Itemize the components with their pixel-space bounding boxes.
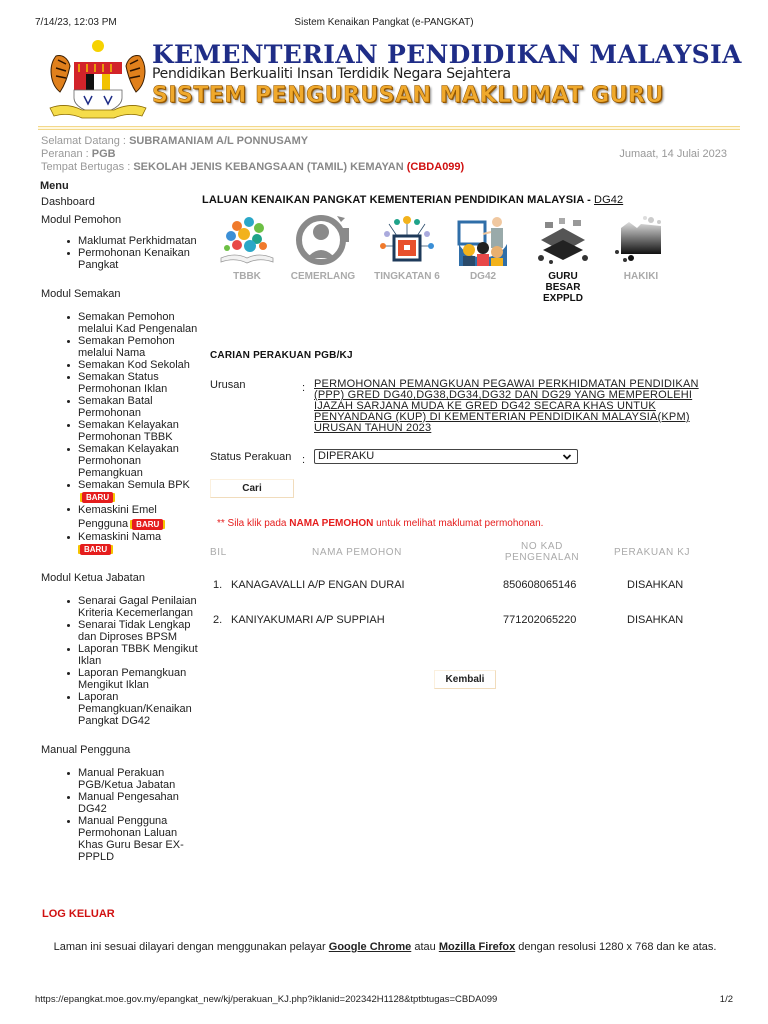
print-page-number: 1/2 <box>719 994 733 1005</box>
sidebar-item-manual-laluan-khas[interactable]: Manual Pengguna Permohonan Laluan Khas Guru Besar EX-PPPLD <box>78 815 200 863</box>
workplace-line <box>41 161 727 174</box>
sidebar-item-permohonan-kenaikan-pangkat[interactable]: Permohonan Kenaikan Pangkat <box>78 247 200 271</box>
item-label: Kemaskini Emel Pengguna <box>78 504 157 530</box>
status-label: Status Perakuan <box>210 451 292 463</box>
page-heading <box>202 194 722 206</box>
note-suffix: untuk melihat maklumat permohonan. <box>373 518 544 529</box>
sidebar-item-semakan-status-iklan[interactable]: Semakan Status Permohonan Iklan <box>78 371 200 395</box>
path-label: DG42 <box>469 271 497 282</box>
row-ic: 771202065220 <box>503 614 577 626</box>
print-datetime: 7/14/23, 12:03 PM <box>35 17 117 28</box>
print-header <box>35 17 733 31</box>
section-modul-ketua-jabatan: Modul Ketua Jabatan <box>41 572 145 584</box>
sidebar-item-semakan-semula-bpk[interactable] <box>78 479 200 503</box>
workplace-code: (CBDA099) <box>406 161 465 173</box>
headmaster-icon <box>533 214 593 266</box>
row-ic: 850608065146 <box>503 579 577 591</box>
sidebar-menu <box>40 180 200 879</box>
header-divider <box>38 126 740 130</box>
note-bold: NAMA PEMOHON <box>289 518 374 529</box>
modul-pemohon-list <box>40 235 200 271</box>
path-dg42[interactable] <box>448 214 518 282</box>
sidebar-item-laporan-tbbk[interactable]: Laporan TBBK Mengikut Iklan <box>78 643 200 667</box>
item-label: Semakan Semula BPK <box>78 479 190 491</box>
row-perakuan: DISAHKAN <box>627 579 684 591</box>
sidebar-item-semakan-nama[interactable]: Semakan Pemohon melalui Nama <box>78 335 200 359</box>
main-content <box>202 194 722 206</box>
path-cemerlang[interactable] <box>288 214 358 282</box>
user-name: SUBRAMANIAM A/L PONNUSAMY <box>129 135 309 147</box>
system-name: SISTEM PENGURUSAN MAKLUMAT GURU <box>152 83 664 108</box>
dg42-link[interactable]: DG42 <box>594 194 624 206</box>
col-bil: BIL <box>210 547 227 558</box>
sidebar-item-manual-perakuan[interactable]: Manual Perakuan PGB/Ketua Jabatan <box>78 767 200 791</box>
substantive-icon <box>611 214 671 266</box>
sidebar-item-semakan-kad-pengenalan[interactable]: Semakan Pemohon melalui Kad Pengenalan <box>78 311 200 335</box>
col-perakuan-kj: PERAKUAN KJ <box>614 547 691 558</box>
workplace-name: SEKOLAH JENIS KEBANGSAAN (TAMIL) KEMAYAN <box>133 161 404 173</box>
section-modul-semakan: Modul Semakan <box>41 288 121 300</box>
path-label: HAKIKI <box>623 271 659 282</box>
sidebar-item-senarai-gagal[interactable]: Senarai Gagal Penilaian Kriteria Kecemerlangan <box>78 595 200 619</box>
modul-ketua-jabatan-list <box>40 595 200 727</box>
user-role: PGB <box>91 148 116 160</box>
ministry-name: KEMENTERIAN PENDIDIKAN MALAYSIA <box>152 40 742 69</box>
sidebar-item-laporan-pemangkuan[interactable]: Laporan Pemangkuan Mengikut Iklan <box>78 667 200 691</box>
urusan-link[interactable]: PERMOHONAN PEMANGKUAN PEGAWAI PERKHIDMATAN PENDIDIKAN (PPP) GRED DG40,DG38,DG34,DG32 DAN DG29 YANG MEMPEROLEHI IJAZAH SARJANA MUDA KE GRED DG42 SECARA KHAS UNTUK PENYANDANG (KUP) DI KEMENTERIAN PENDIDIKAN MALAYSIA(KPM) URUSAN TAHUN 2023 <box>314 378 699 434</box>
back-button[interactable]: Kembali <box>434 670 496 689</box>
path-tbbk[interactable] <box>212 214 282 282</box>
sidebar-item-semakan-kod-sekolah[interactable]: Semakan Kod Sekolah <box>78 359 200 371</box>
modul-semakan-list <box>40 311 200 555</box>
site-banner <box>40 36 740 126</box>
welcome-line <box>41 135 727 148</box>
urusan-label: Urusan <box>210 379 246 391</box>
sidebar-item-semakan-batal[interactable]: Semakan Batal Permohonan <box>78 395 200 419</box>
footer-text: atau <box>411 941 439 953</box>
path-label: GURU BESAR EXPPLD <box>542 271 583 304</box>
search-form <box>210 350 730 494</box>
item-label: Kemaskini Nama <box>78 531 162 543</box>
ministry-tagline: Pendidikan Berkualiti Insan Terdidik Negara Sejahtera <box>152 66 511 82</box>
sidebar-item-manual-pengesahan[interactable]: Manual Pengesahan DG42 <box>78 791 200 815</box>
path-label: TINGKATAN 6 <box>374 271 440 282</box>
path-label: CEMERLANG <box>290 271 356 282</box>
row-bil: 2. <box>213 614 223 626</box>
sidebar-item-kemaskini-nama[interactable] <box>78 531 200 555</box>
current-date: Jumaat, 14 Julai 2023 <box>619 148 727 160</box>
book-ideas-icon <box>217 214 277 266</box>
sidebar-item-dashboard[interactable]: Dashboard <box>41 196 95 208</box>
row-perakuan: DISAHKAN <box>627 614 684 626</box>
heading-text: LALUAN KENAIKAN PANGKAT KEMENTERIAN PENDIDIKAN MALAYSIA - <box>202 194 595 206</box>
presentation-network-icon <box>377 214 437 266</box>
mozilla-firefox-link[interactable]: Mozilla Firefox <box>438 941 516 953</box>
logout-link[interactable]: LOG KELUAR <box>42 908 115 920</box>
footer-text: dengan resolusi 1280 x 768 dan ke atas. <box>515 941 717 953</box>
applicant-name-link[interactable]: KANAGAVALLI A/P ENGAN DURAI <box>231 579 405 591</box>
note-prefix: ** Sila klik pada <box>217 518 290 529</box>
col-no-kad-line1: NO KAD <box>521 541 563 552</box>
instruction-note <box>217 518 543 529</box>
applicant-name-link[interactable]: KANIYAKUMARI A/P SUPPIAH <box>231 614 385 626</box>
urusan-row <box>210 378 699 434</box>
colon: : <box>302 454 306 466</box>
colon: : <box>302 382 306 394</box>
search-button[interactable]: Cari <box>210 479 294 498</box>
path-tingkatan-6[interactable] <box>372 214 442 282</box>
user-info <box>41 135 727 174</box>
path-hakiki[interactable] <box>606 214 676 282</box>
new-badge: BARU <box>82 492 113 503</box>
excellence-icon <box>293 214 353 266</box>
row-bil: 1. <box>213 579 223 591</box>
status-perakuan-select[interactable] <box>314 449 578 464</box>
col-nama-pemohon: NAMA PEMOHON <box>312 547 402 558</box>
select-value: DIPERAKU <box>318 450 375 462</box>
coat-of-arms-icon <box>46 36 150 122</box>
sidebar-item-maklumat-perkhidmatan[interactable]: Maklumat Perkhidmatan <box>78 235 200 247</box>
print-footer <box>35 994 733 1005</box>
chevron-down-icon <box>562 452 572 462</box>
form-title: CARIAN PERAKUAN PGB/KJ <box>210 350 353 361</box>
workplace-label: Tempat Bertugas : <box>41 161 131 173</box>
google-chrome-link[interactable]: Google Chrome <box>328 941 412 953</box>
role-label: Peranan : <box>41 148 89 160</box>
browser-recommendation <box>40 937 730 957</box>
manual-pengguna-list <box>40 767 200 863</box>
sidebar-item-laporan-dg42[interactable]: Laporan Pemangkuan/Kenaikan Pangkat DG42 <box>78 691 200 727</box>
status-row <box>210 450 375 466</box>
promotion-paths <box>212 214 682 304</box>
welcome-label: Selamat Datang : <box>41 135 126 147</box>
section-manual-pengguna: Manual Pengguna <box>41 744 131 756</box>
print-url: https://epangkat.moe.gov.my/epangkat_new/kj/perakuan_KJ.php?iklanid=202342H1128&tptbtugas=CBDA099 <box>35 994 498 1005</box>
col-no-kad-line2: PENGENALAN <box>504 552 580 563</box>
teacher-class-icon <box>453 214 513 266</box>
sidebar-item-kelayakan-pemangkuan[interactable]: Semakan Kelayakan Permohonan Pemangkuan <box>78 443 200 479</box>
new-badge: BARU <box>132 519 163 530</box>
sidebar-item-kelayakan-tbbk[interactable]: Semakan Kelayakan Permohonan TBBK <box>78 419 200 443</box>
print-page-title: Sistem Kenaikan Pangkat (e-PANGKAT) <box>294 17 474 28</box>
col-no-kad <box>502 541 582 563</box>
sidebar-item-senarai-tidak-lengkap[interactable]: Senarai Tidak Lengkap dan Diproses BPSM <box>78 619 200 643</box>
sidebar-item-kemaskini-emel[interactable] <box>78 503 200 531</box>
path-guru-besar-exppld[interactable] <box>528 214 598 304</box>
footer-text: Laman ini sesuai dilayari dengan menggunakan pelayar <box>53 941 329 953</box>
menu-title: Menu <box>40 180 69 192</box>
section-modul-pemohon: Modul Pemohon <box>41 214 122 226</box>
new-badge: BARU <box>80 544 111 555</box>
path-label: TBBK <box>233 271 261 282</box>
